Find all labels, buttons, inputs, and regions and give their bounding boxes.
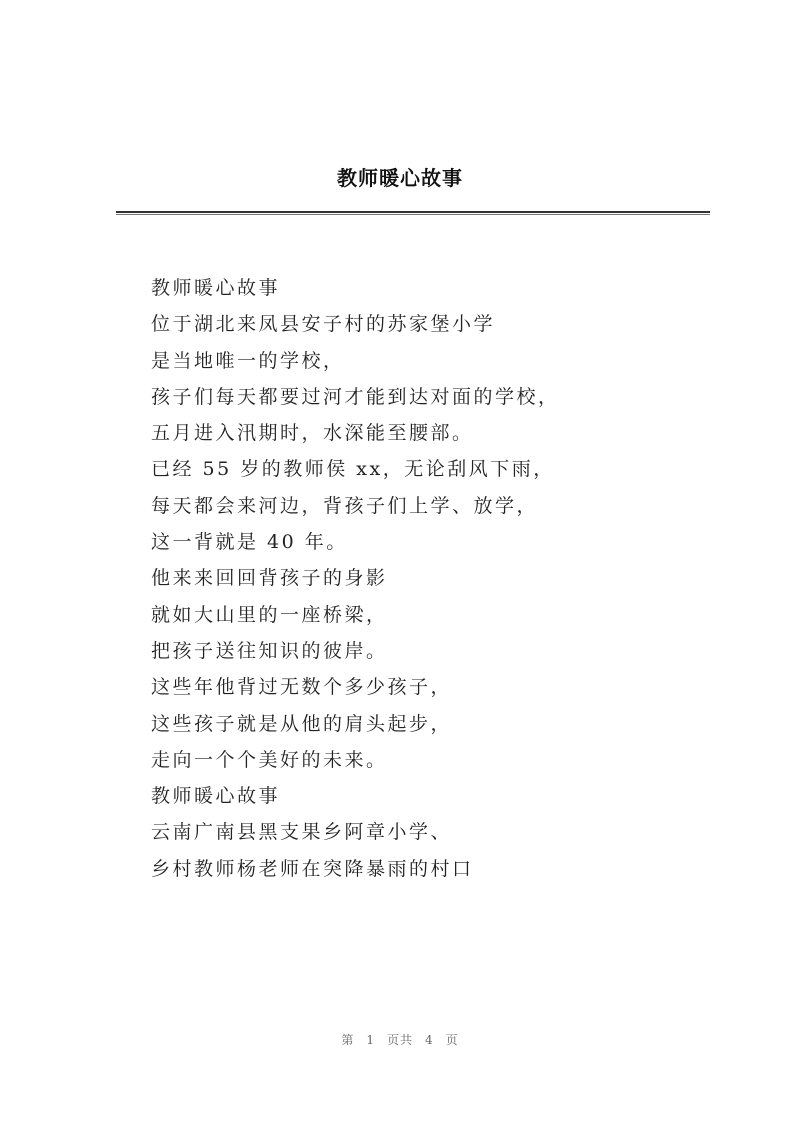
text-line: 教师暖心故事 (151, 277, 281, 299)
text-line: 把孩子送往知识的彼岸。 (151, 639, 388, 662)
page-number: 1 (366, 1033, 375, 1047)
text-line: 这些孩子就是从他的肩头起步， (151, 712, 453, 735)
text-line: 五月进入汛期时，水深能至腰部。 (151, 422, 474, 445)
text-line: 这些年他背过无数个多少孩子， (151, 676, 453, 699)
text-line: 他来来回回背孩子的身影 (151, 567, 388, 590)
page-footer (0, 1031, 800, 1048)
text-line: 这一背就是 40 年。 (151, 531, 348, 554)
text-line: 乡村教师杨老师在突降暴雨的村口 (151, 857, 474, 880)
title-divider (116, 211, 710, 213)
footer-prefix: 第 (341, 1033, 355, 1047)
text-line: 是当地唯一的学校， (151, 349, 345, 372)
text-line: 云南广南县黑支果乡阿章小学、 (151, 821, 453, 844)
text-line: 孩子们每天都要过河才能到达对面的学校， (151, 385, 560, 408)
text-line: 每天都会来河边，背孩子们上学、放学， (151, 494, 539, 517)
text-line: 走向一个个美好的未来。 (151, 748, 388, 771)
text-line: 教师暖心故事 (151, 785, 281, 808)
total-pages: 4 (425, 1033, 434, 1047)
footer-suffix: 页 (445, 1033, 459, 1047)
page-title: 教师暖心故事 (337, 166, 463, 190)
text-line: 已经 55 岁的教师侯 xx，无论刮风下雨， (151, 458, 555, 481)
body-text (151, 270, 711, 887)
text-line: 位于湖北来凤县安子村的苏家堡小学 (151, 313, 496, 336)
text-line: 就如大山里的一座桥梁， (151, 603, 388, 626)
footer-middle: 页共 (386, 1033, 413, 1047)
